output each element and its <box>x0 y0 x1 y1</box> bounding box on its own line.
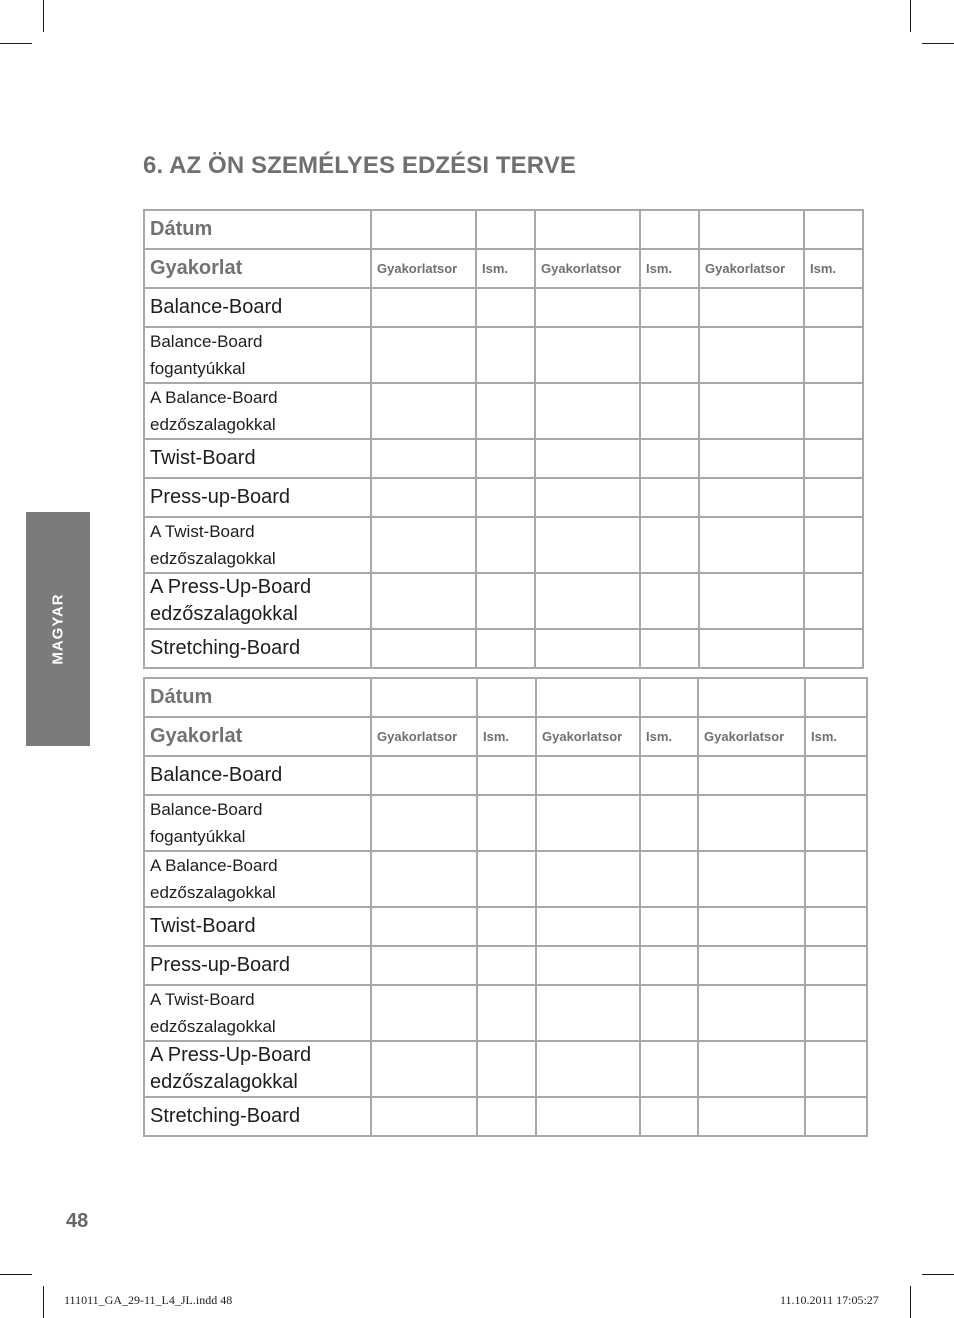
crop-mark <box>922 1274 954 1275</box>
entry-cell[interactable] <box>476 629 535 668</box>
exercise-row <box>144 1097 867 1136</box>
entry-cell[interactable] <box>535 327 640 383</box>
entry-cell[interactable] <box>536 795 640 851</box>
entry-cell[interactable] <box>640 573 699 629</box>
exercise-row <box>144 327 863 383</box>
entry-cell[interactable] <box>805 795 867 851</box>
exercise-row <box>144 985 867 1041</box>
sets-header: Gyakorlatsor <box>371 717 477 756</box>
entry-cell[interactable] <box>371 1041 477 1097</box>
entry-cell[interactable] <box>804 439 863 478</box>
exercise-name-line: edzőszalagokkal <box>150 1071 298 1093</box>
entry-cell[interactable] <box>805 985 867 1041</box>
reps-header: Ism. <box>805 717 867 756</box>
exercise-name <box>144 985 371 1041</box>
entry-cell[interactable] <box>698 1041 805 1097</box>
exercise-row <box>144 288 863 327</box>
exercise-row <box>144 383 863 439</box>
entry-cell[interactable] <box>698 946 805 985</box>
entry-cell[interactable] <box>640 327 699 383</box>
crop-mark <box>0 43 32 44</box>
entry-cell[interactable] <box>371 327 476 383</box>
exercise-label: Gyakorlat <box>144 717 371 756</box>
date-cell[interactable] <box>804 210 863 249</box>
entry-cell[interactable] <box>640 383 699 439</box>
entry-cell[interactable] <box>805 946 867 985</box>
entry-cell[interactable] <box>640 1041 698 1097</box>
sets-header: Gyakorlatsor <box>536 717 640 756</box>
entry-cell[interactable] <box>371 478 476 517</box>
entry-cell[interactable] <box>535 439 640 478</box>
exercise-row <box>144 573 863 629</box>
entry-cell[interactable] <box>371 907 477 946</box>
entry-cell[interactable] <box>640 629 699 668</box>
reps-header: Ism. <box>640 717 698 756</box>
exercise-name-line: Balance-Board <box>150 332 263 351</box>
entry-cell[interactable] <box>536 851 640 907</box>
entry-cell[interactable] <box>640 288 699 327</box>
exercise-name-line: Twist-Board <box>150 447 256 469</box>
sets-header: Gyakorlatsor <box>698 717 805 756</box>
entry-cell[interactable] <box>805 851 867 907</box>
exercise-name-line: A Balance-Board <box>150 856 278 875</box>
entry-cell[interactable] <box>535 573 640 629</box>
crop-mark <box>43 0 44 32</box>
entry-cell[interactable] <box>371 383 476 439</box>
exercise-name <box>144 288 371 327</box>
exercise-name-line: A Press-Up-Board <box>150 576 312 598</box>
date-cell[interactable] <box>805 678 867 717</box>
language-tab <box>26 512 90 746</box>
entry-cell[interactable] <box>640 851 698 907</box>
exercise-name <box>144 756 371 795</box>
entry-cell[interactable] <box>535 517 640 573</box>
date-cell[interactable] <box>371 210 476 249</box>
exercise-name <box>144 478 371 517</box>
entry-cell[interactable] <box>804 478 863 517</box>
entry-cell[interactable] <box>477 985 536 1041</box>
entry-cell[interactable] <box>640 1097 698 1136</box>
entry-cell[interactable] <box>699 573 804 629</box>
exercise-name <box>144 383 371 439</box>
date-cell[interactable] <box>640 678 698 717</box>
entry-cell[interactable] <box>476 573 535 629</box>
entry-cell[interactable] <box>535 383 640 439</box>
entry-cell[interactable] <box>805 756 867 795</box>
entry-cell[interactable] <box>477 1041 536 1097</box>
exercise-name <box>144 327 371 383</box>
entry-cell[interactable] <box>371 573 476 629</box>
exercise-name <box>144 851 371 907</box>
entry-cell[interactable] <box>536 985 640 1041</box>
date-cell[interactable] <box>536 678 640 717</box>
date-cell[interactable] <box>698 678 805 717</box>
entry-cell[interactable] <box>698 851 805 907</box>
entry-cell[interactable] <box>536 907 640 946</box>
entry-cell[interactable] <box>476 327 535 383</box>
date-label: Dátum <box>144 678 371 717</box>
crop-mark <box>0 1274 32 1275</box>
training-plan-table <box>143 677 868 1137</box>
entry-cell[interactable] <box>536 756 640 795</box>
entry-cell[interactable] <box>371 288 476 327</box>
exercise-name-line: edzőszalagokkal <box>150 883 276 902</box>
entry-cell[interactable] <box>371 517 476 573</box>
reps-header: Ism. <box>477 717 536 756</box>
entry-cell[interactable] <box>698 1097 805 1136</box>
entry-cell[interactable] <box>477 1097 536 1136</box>
sets-header: Gyakorlatsor <box>535 249 640 288</box>
entry-cell[interactable] <box>371 851 477 907</box>
reps-header: Ism. <box>476 249 535 288</box>
entry-cell[interactable] <box>640 985 698 1041</box>
exercise-row <box>144 478 863 517</box>
exercise-name <box>144 946 371 985</box>
entry-cell[interactable] <box>371 985 477 1041</box>
entry-cell[interactable] <box>477 946 536 985</box>
entry-cell[interactable] <box>535 478 640 517</box>
entry-cell[interactable] <box>699 629 804 668</box>
date-cell[interactable] <box>699 210 804 249</box>
print-slug-file: 111011_GA_29-11_L4_JL.indd 48 <box>64 1293 233 1307</box>
exercise-name-line: Press-up-Board <box>150 486 291 508</box>
exercise-name-line: edzőszalagokkal <box>150 549 276 568</box>
date-row <box>144 210 863 249</box>
entry-cell[interactable] <box>476 478 535 517</box>
exercise-name <box>144 1041 371 1097</box>
entry-cell[interactable] <box>371 756 477 795</box>
exercise-row <box>144 1041 867 1097</box>
entry-cell[interactable] <box>477 851 536 907</box>
entry-cell[interactable] <box>477 795 536 851</box>
entry-cell[interactable] <box>640 517 699 573</box>
entry-cell[interactable] <box>536 946 640 985</box>
entry-cell[interactable] <box>640 439 699 478</box>
exercise-name-line: Balance-Board <box>150 764 283 786</box>
crop-mark <box>910 1286 911 1318</box>
entry-cell[interactable] <box>699 517 804 573</box>
entry-cell[interactable] <box>371 1097 477 1136</box>
exercise-name-line: fogantyúkkal <box>150 359 246 378</box>
entry-cell[interactable] <box>804 629 863 668</box>
entry-cell[interactable] <box>699 383 804 439</box>
entry-cell[interactable] <box>640 478 699 517</box>
exercise-name-line: edzőszalagokkal <box>150 415 276 434</box>
entry-cell[interactable] <box>699 288 804 327</box>
reps-header: Ism. <box>640 249 699 288</box>
exercise-row <box>144 629 863 668</box>
entry-cell[interactable] <box>476 288 535 327</box>
entry-cell[interactable] <box>536 1097 640 1136</box>
exercise-row <box>144 795 867 851</box>
entry-cell[interactable] <box>640 946 698 985</box>
entry-cell[interactable] <box>640 907 698 946</box>
crop-mark <box>922 43 954 44</box>
exercise-name-line: A Press-Up-Board <box>150 1044 312 1066</box>
training-plan-table <box>143 209 864 669</box>
entry-cell[interactable] <box>698 985 805 1041</box>
exercise-header-row <box>144 717 867 756</box>
entry-cell[interactable] <box>699 439 804 478</box>
exercise-row <box>144 439 863 478</box>
entry-cell[interactable] <box>476 383 535 439</box>
sets-header: Gyakorlatsor <box>371 249 476 288</box>
crop-mark <box>910 0 911 32</box>
date-cell[interactable] <box>476 210 535 249</box>
exercise-name <box>144 439 371 478</box>
date-cell[interactable] <box>640 210 699 249</box>
exercise-name-line: fogantyúkkal <box>150 827 246 846</box>
exercise-name-line: Balance-Board <box>150 800 263 819</box>
date-cell[interactable] <box>535 210 640 249</box>
crop-mark <box>43 1286 44 1318</box>
exercise-name-line: Stretching-Board <box>150 637 301 659</box>
entry-cell[interactable] <box>371 795 477 851</box>
exercise-name <box>144 795 371 851</box>
entry-cell[interactable] <box>699 327 804 383</box>
sets-header: Gyakorlatsor <box>699 249 804 288</box>
entry-cell[interactable] <box>371 439 476 478</box>
exercise-name-line: A Twist-Board <box>150 990 255 1009</box>
entry-cell[interactable] <box>804 383 863 439</box>
entry-cell[interactable] <box>476 517 535 573</box>
entry-cell[interactable] <box>535 288 640 327</box>
entry-cell[interactable] <box>476 439 535 478</box>
entry-cell[interactable] <box>805 1097 867 1136</box>
exercise-header-row <box>144 249 863 288</box>
entry-cell[interactable] <box>805 1041 867 1097</box>
entry-cell[interactable] <box>698 907 805 946</box>
exercise-name-line: edzőszalagokkal <box>150 1017 276 1036</box>
exercise-name-line: Press-up-Board <box>150 954 291 976</box>
page-title: 6. AZ ÖN SZEMÉLYES EDZÉSI TERVE <box>143 152 576 179</box>
exercise-row <box>144 851 867 907</box>
exercise-name-line: edzőszalagokkal <box>150 603 298 625</box>
entry-cell[interactable] <box>805 907 867 946</box>
entry-cell[interactable] <box>477 907 536 946</box>
print-slug-timestamp: 11.10.2011 17:05:27 <box>780 1293 879 1307</box>
exercise-name <box>144 573 371 629</box>
exercise-name <box>144 907 371 946</box>
entry-cell[interactable] <box>371 946 477 985</box>
entry-cell[interactable] <box>640 756 698 795</box>
entry-cell[interactable] <box>640 795 698 851</box>
date-cell[interactable] <box>477 678 536 717</box>
reps-header: Ism. <box>804 249 863 288</box>
entry-cell[interactable] <box>698 795 805 851</box>
exercise-name-line: A Twist-Board <box>150 522 255 541</box>
date-row <box>144 678 867 717</box>
date-label: Dátum <box>144 210 371 249</box>
exercise-label: Gyakorlat <box>144 249 371 288</box>
entry-cell[interactable] <box>477 756 536 795</box>
exercise-name <box>144 517 371 573</box>
entry-cell[interactable] <box>698 756 805 795</box>
entry-cell[interactable] <box>371 629 476 668</box>
exercise-name-line: Balance-Board <box>150 296 283 318</box>
entry-cell[interactable] <box>804 517 863 573</box>
entry-cell[interactable] <box>804 327 863 383</box>
exercise-row <box>144 907 867 946</box>
exercise-name-line: Twist-Board <box>150 915 256 937</box>
entry-cell[interactable] <box>699 478 804 517</box>
entry-cell[interactable] <box>804 288 863 327</box>
exercise-name <box>144 629 371 668</box>
entry-cell[interactable] <box>536 1041 640 1097</box>
exercise-row <box>144 517 863 573</box>
language-tab-label: MAGYAR <box>49 593 67 665</box>
exercise-row <box>144 946 867 985</box>
page-number: 48 <box>66 1210 89 1232</box>
date-cell[interactable] <box>371 678 477 717</box>
entry-cell[interactable] <box>804 573 863 629</box>
exercise-name <box>144 1097 371 1136</box>
exercise-name-line: Stretching-Board <box>150 1105 301 1127</box>
exercise-name-line: A Balance-Board <box>150 388 278 407</box>
exercise-row <box>144 756 867 795</box>
entry-cell[interactable] <box>535 629 640 668</box>
